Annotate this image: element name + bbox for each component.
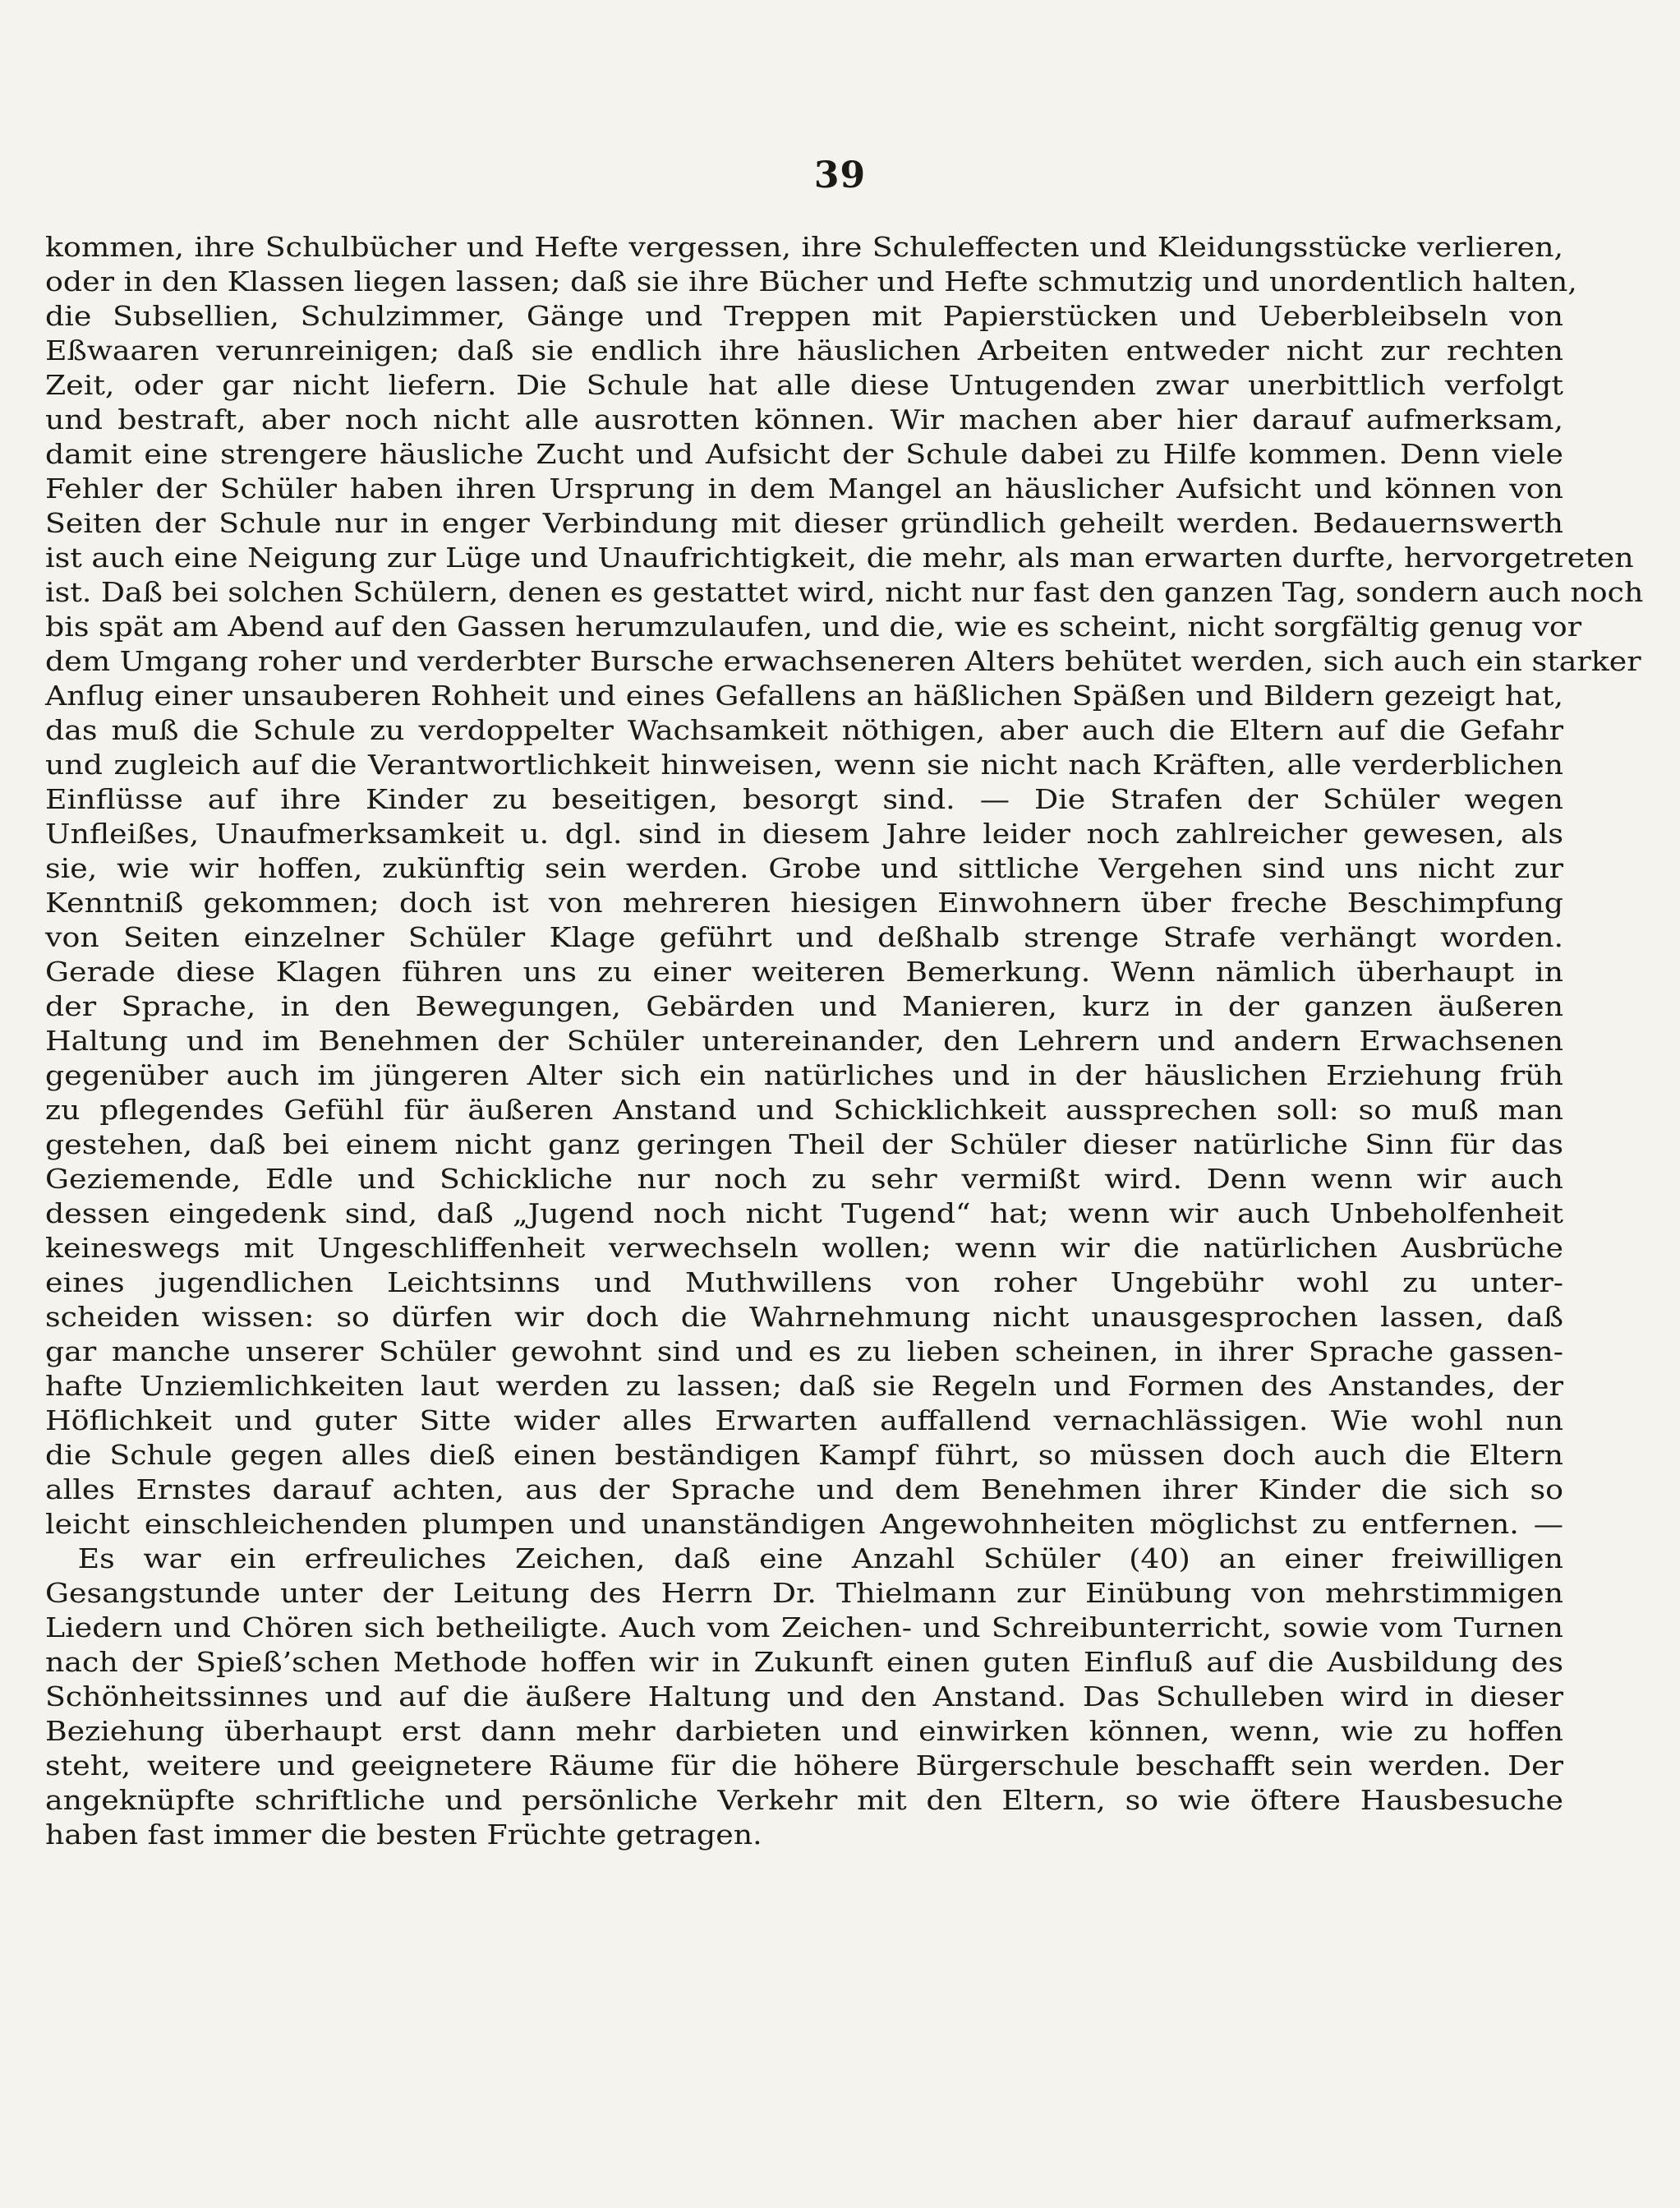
text-line: hafte Unziemlichkeiten laut werden zu lassen; daß sie Regeln und Formen des Anstandes, der: [45, 1370, 1563, 1402]
text-line: und bestraft, aber noch nicht alle ausrotten können. Wir machen aber hier darauf aufmerksam,: [45, 403, 1563, 436]
text-line: Haltung und im Benehmen der Schüler untereinander, den Lehrern und andern Erwachsenen: [45, 1025, 1563, 1057]
text-line: gegenüber auch im jüngeren Alter sich ein natürliches und in der häuslichen Erziehung früh: [45, 1059, 1563, 1091]
text-line: Zeit, oder gar nicht liefern. Die Schule hat alle diese Untugenden zwar unerbittlich verfolgt: [45, 369, 1563, 401]
text-line: Gesangstunde unter der Leitung des Herrn Dr. Thielmann zur Einübung von mehrstimmigen: [45, 1577, 1563, 1609]
text-line: Seiten der Schule nur in enger Verbindung mit dieser gründlich geheilt werden. Bedauernswerth: [45, 507, 1563, 539]
text-line: nach der Spieß’schen Methode hoffen wir in Zukunft einen guten Einfluß auf die Ausbildung des: [45, 1646, 1563, 1678]
text-line: bis spät am Abend auf den Gassen herumzulaufen, und die, wie es scheint, nicht sorgfältig genug vor: [45, 611, 1582, 643]
text-line: Fehler der Schüler haben ihren Ursprung in dem Mangel an häuslicher Aufsicht und können von: [45, 472, 1563, 505]
text-line: Beziehung überhaupt erst dann mehr darbieten und einwirken können, wenn, wie zu hoffen: [45, 1715, 1563, 1747]
text-line: kommen, ihre Schulbücher und Hefte vergessen, ihre Schuleffecten und Kleidungsstücke verlieren,: [45, 231, 1563, 263]
text-line: sie, wie wir hoffen, zukünftig sein werden. Grobe und sittliche Vergehen sind uns nicht zur: [45, 852, 1563, 884]
text-line: Einflüsse auf ihre Kinder zu beseitigen, besorgt sind. — Die Strafen der Schüler wegen: [45, 783, 1563, 815]
page-number: 39: [813, 154, 867, 196]
text-line: leicht einschleichenden plumpen und unanständigen Angewohnheiten möglichst zu entfernen. —: [45, 1508, 1563, 1540]
text-line: scheiden wissen: so dürfen wir doch die Wahrnehmung nicht unausgesprochen lassen, daß: [45, 1301, 1563, 1333]
text-line: ist. Daß bei solchen Schülern, denen es gestattet wird, nicht nur fast den ganzen Tag, sondern auch noch: [45, 576, 1644, 608]
text-line: Unfleißes, Unaufmerksamkeit u. dgl. sind in diesem Jahre leider noch zahlreicher gewesen, als: [45, 818, 1563, 850]
text-line: steht, weitere und geeignetere Räume für die höhere Bürgerschule beschafft sein werden. Der: [45, 1749, 1563, 1782]
text-line: die Schule gegen alles dieß einen beständigen Kampf führt, so müssen doch auch die Eltern: [45, 1439, 1563, 1471]
text-line: Schönheitssinnes und auf die äußere Haltung und den Anstand. Das Schulleben wird in dieser: [45, 1680, 1563, 1712]
text-line: oder in den Klassen liegen lassen; daß sie ihre Bücher und Hefte schmutzig und unordentlich halten,: [45, 265, 1577, 297]
body-text: [45, 230, 1644, 1852]
text-line: gar manche unserer Schüler gewohnt sind und es zu lieben scheinen, in ihrer Sprache gassen-: [45, 1335, 1563, 1367]
text-line: dessen eingedenk sind, daß „Jugend noch nicht Tugend“ hat; wenn wir auch Unbeholfenheit: [45, 1197, 1563, 1229]
text-line: Anflug einer unsauberen Rohheit und eines Gefallens an häßlichen Späßen und Bildern gezeigt hat,: [45, 680, 1563, 712]
text-line: Es war ein erfreuliches Zeichen, daß eine Anzahl Schüler (40) an einer freiwilligen: [77, 1542, 1564, 1574]
text-line: eines jugendlichen Leichtsinns und Muthwillens von roher Ungebühr wohl zu unter-: [45, 1266, 1563, 1298]
text-line: haben fast immer die besten Früchte getragen.: [45, 1818, 762, 1851]
text-line: die Subsellien, Schulzimmer, Gänge und Treppen mit Papierstücken und Ueberbleibseln von: [45, 300, 1563, 332]
text-line: keineswegs mit Ungeschliffenheit verwechseln wollen; wenn wir die natürlichen Ausbrüche: [45, 1232, 1563, 1264]
text-line: von Seiten einzelner Schüler Klage geführt und deßhalb strenge Strafe verhängt worden.: [45, 921, 1563, 953]
text-line: Kenntniß gekommen; doch ist von mehreren hiesigen Einwohnern über freche Beschimpfung: [45, 887, 1563, 919]
text-line: alles Ernstes darauf achten, aus der Sprache und dem Benehmen ihrer Kinder die sich so: [45, 1473, 1563, 1505]
text-line: Geziemende, Edle und Schickliche nur noch zu sehr vermißt wird. Denn wenn wir auch: [45, 1163, 1563, 1195]
text-line: der Sprache, in den Bewegungen, Gebärden und Manieren, kurz in der ganzen äußeren: [45, 990, 1563, 1022]
text-line: Eßwaaren verunreinigen; daß sie endlich ihre häuslichen Arbeiten entweder nicht zur rechten: [45, 334, 1563, 366]
text-line: dem Umgang roher und verderbter Bursche erwachseneren Alters behütet werden, sich auch ein starker: [45, 645, 1641, 677]
text-line: angeknüpfte schriftliche und persönliche Verkehr mit den Eltern, so wie öftere Hausbesuche: [45, 1784, 1563, 1816]
text-line: das muß die Schule zu verdoppelter Wachsamkeit nöthigen, aber auch die Eltern auf die Gefahr: [45, 714, 1563, 746]
text-line: Liedern und Chören sich betheiligte. Auch vom Zeichen- und Schreibunterricht, sowie vom Turnen: [45, 1611, 1563, 1643]
text-line: ist auch eine Neigung zur Lüge und Unaufrichtigkeit, die mehr, als man erwarten durfte, hervorgetreten: [45, 542, 1634, 574]
text-line: Gerade diese Klagen führen uns zu einer weiteren Bemerkung. Wenn nämlich überhaupt in: [45, 956, 1563, 988]
text-line: damit eine strengere häusliche Zucht und Aufsicht der Schule dabei zu Hilfe kommen. Denn viele: [45, 438, 1563, 470]
text-line: und zugleich auf die Verantwortlichkeit hinweisen, wenn sie nicht nach Kräften, alle verderblichen: [45, 749, 1563, 781]
text-line: zu pflegendes Gefühl für äußeren Anstand und Schicklichkeit aussprechen soll: so muß man: [45, 1094, 1563, 1126]
text-line: gestehen, daß bei einem nicht ganz geringen Theil der Schüler dieser natürliche Sinn für das: [45, 1128, 1563, 1160]
text-line: Höflichkeit und guter Sitte wider alles Erwarten auffallend vernachlässigen. Wie wohl nun: [45, 1404, 1563, 1436]
